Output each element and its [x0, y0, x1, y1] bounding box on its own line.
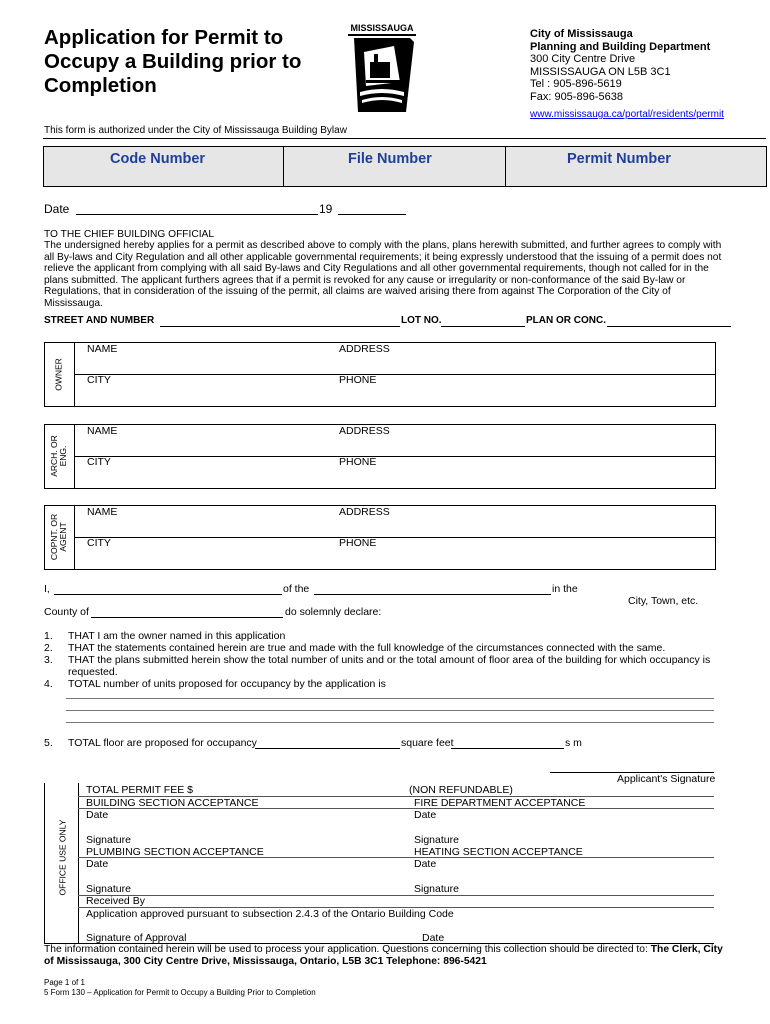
telephone: Tel : 905-896-5619 [530, 78, 622, 90]
code-number-label: Code Number [110, 151, 206, 167]
agent-name-label: NAME [87, 506, 118, 518]
permit-number-label: Permit Number [567, 151, 671, 167]
agent-box [44, 505, 716, 570]
form-number: 5 Form 130 – Application for Permit to Occupy a Building Prior to Completion [44, 988, 316, 997]
address-line2: MISSISSAUGA ON L5B 3C1 [530, 65, 671, 78]
office-rule-2 [78, 808, 714, 809]
non-refundable-label: (NON REFUNDABLE) [409, 784, 513, 796]
building-date-label: Date [86, 809, 109, 821]
architect-box [44, 424, 716, 489]
office-rule-3 [78, 857, 714, 858]
architect-side-label: ARCH. OR ENG. [49, 435, 68, 477]
fire-date-label: Date [414, 809, 437, 821]
plumbing-date-label: Date [86, 858, 109, 870]
city-logo [344, 22, 420, 117]
lot-label: LOT NO. [401, 315, 442, 326]
county-field[interactable] [91, 617, 283, 618]
street-field[interactable] [160, 326, 400, 327]
square-metres-field[interactable] [451, 748, 564, 749]
agent-address-label: ADDRESS [339, 506, 390, 518]
received-by-label: Received By [86, 895, 145, 907]
item-2-num: 2. [44, 642, 53, 654]
street-label: STREET AND NUMBER [44, 315, 155, 326]
declarant-name-field[interactable] [54, 594, 282, 595]
heating-acceptance-label: HEATING SECTION ACCEPTANCE [414, 846, 583, 858]
office-use-side-label: OFFICE USE ONLY [57, 819, 68, 896]
item-1-text: THAT I am the owner named in this application [68, 630, 286, 642]
agent-side-label: COPNT. OR AGENT [49, 513, 68, 561]
city-town-hint: City, Town, etc. [628, 595, 699, 607]
declarant-prefix: I, [44, 583, 50, 595]
approval-statement: Application approved pursuant to subsection 2.4.3 of the Ontario Building Code [86, 908, 454, 920]
form-title: Application for Permit to Occupy a Building prior to Completion [44, 26, 302, 97]
item-3-text: THAT the plans submitted herein show the total number of units and or the total amount of floor area of the building for which occupancy is [68, 654, 711, 666]
building-acceptance-label: BUILDING SECTION ACCEPTANCE [86, 797, 259, 809]
number-box [43, 146, 767, 187]
heating-signature-label: Signature [414, 883, 459, 895]
office-rule-4 [78, 895, 714, 896]
header-divider [43, 138, 766, 139]
agent-city-label: CITY [87, 537, 111, 549]
privacy-notice-text: The information contained herein will be used to process your application. Questions concerning this collection should be directed to: [44, 944, 651, 955]
owner-name-label: NAME [87, 343, 118, 355]
department-address [530, 28, 710, 103]
of-the-label: of the [283, 583, 310, 595]
fax: Fax: 905-896-5638 [530, 90, 623, 103]
year-field[interactable] [338, 214, 406, 215]
sm-label: s m [565, 737, 582, 749]
square-feet-label: square feet [401, 737, 454, 749]
file-number-label: File Number [348, 151, 432, 167]
item-1-num: 1. [44, 630, 53, 642]
owner-side-label: OWNER [53, 358, 64, 391]
date-field[interactable] [76, 214, 318, 215]
owner-city-label: CITY [87, 374, 111, 386]
website-link[interactable]: www.mississauga.ca/portal/residents/permit [530, 109, 724, 120]
date-label: Date [44, 202, 70, 216]
architect-city-label: CITY [87, 456, 111, 468]
applicant-signature-label: Applicant's Signature [617, 773, 716, 785]
privacy-notice-contact: The Clerk, City of Mississauga, 300 City Centre Drive, Mississauga, Ontario, L5B 3C1 Telephone: 896-5421 [44, 944, 723, 967]
item-5-num: 5. [44, 737, 53, 749]
architect-address-label: ADDRESS [339, 425, 390, 437]
address-line1: 300 City Centre Drive [530, 53, 636, 65]
plan-field[interactable] [607, 326, 731, 327]
lot-field[interactable] [441, 326, 525, 327]
owner-phone-label: PHONE [339, 374, 377, 386]
county-label: County of [44, 606, 89, 618]
item-5-text: TOTAL floor are proposed for occupancy [68, 737, 257, 749]
architect-name-label: NAME [87, 425, 118, 437]
municipality-field[interactable] [314, 594, 551, 595]
units-line-3[interactable] [66, 722, 714, 723]
approval-date-label: Date [422, 932, 445, 944]
authorization-note: This form is authorized under the City of Mississauga Building Bylaw [44, 125, 347, 136]
solemnly-declare: do solemnly declare: [285, 606, 382, 618]
signature-of-approval-label: Signature of Approval [86, 932, 187, 944]
plan-label: PLAN OR CONC. [526, 315, 606, 326]
units-line-2[interactable] [66, 710, 714, 711]
privacy-notice [44, 944, 724, 968]
owner-address-label: ADDRESS [339, 343, 390, 355]
item-2-text: THAT the statements contained herein are true and made with the full knowledge of the circumstances connected with the same. [68, 642, 666, 654]
dept-name: City of Mississauga [530, 28, 633, 40]
page-number: Page 1 of 1 [44, 978, 85, 987]
in-the-label: in the [552, 583, 578, 595]
logo-wordmark: MISSISSAUGA [350, 23, 414, 33]
owner-box [44, 342, 716, 407]
item-3-num: 3. [44, 654, 53, 666]
item-3-cont: requested. [68, 666, 118, 678]
item-4-num: 4. [44, 678, 53, 690]
to-line: TO THE CHIEF BUILDING OFFICIAL [44, 229, 215, 240]
total-fee-label: TOTAL PERMIT FEE $ [86, 784, 193, 796]
agent-phone-label: PHONE [339, 537, 377, 549]
heating-date-label: Date [414, 858, 437, 870]
architect-phone-label: PHONE [339, 456, 377, 468]
fire-acceptance-label: FIRE DEPARTMENT ACCEPTANCE [414, 797, 586, 809]
year-prefix: 19 [319, 202, 333, 216]
plumbing-acceptance-label: PLUMBING SECTION ACCEPTANCE [86, 846, 264, 858]
item-4-text: TOTAL number of units proposed for occupancy by the application is [68, 678, 386, 690]
dept-subname: Planning and Building Department [530, 40, 711, 53]
plumbing-signature-label: Signature [86, 883, 131, 895]
floor-area-field[interactable] [255, 748, 400, 749]
applicant-agreement: The undersigned hereby applies for a permit as described above to comply with the plans, plans herewith submitted, and further agrees to comply with all By-laws and City Regulation and all other applicable governmental requirements; it being expressly understood that the issuing of a permit does not relieve the applicant from complying with all said By-laws and City Regulations and all other governmental requirements, though not called for in the plans submitted. The applicant furthers agrees that if a permit is revoked for any cause or irregularity or non-conformance of the said By-law or Regulations, that in consideration of the issuing of the permit, all claims are waived arising there from against The Corporation of the City of Mississauga. [44, 240, 722, 309]
building-signature-label: Signature [86, 834, 131, 846]
fire-signature-label: Signature [414, 834, 459, 846]
units-line-1[interactable] [66, 698, 714, 699]
